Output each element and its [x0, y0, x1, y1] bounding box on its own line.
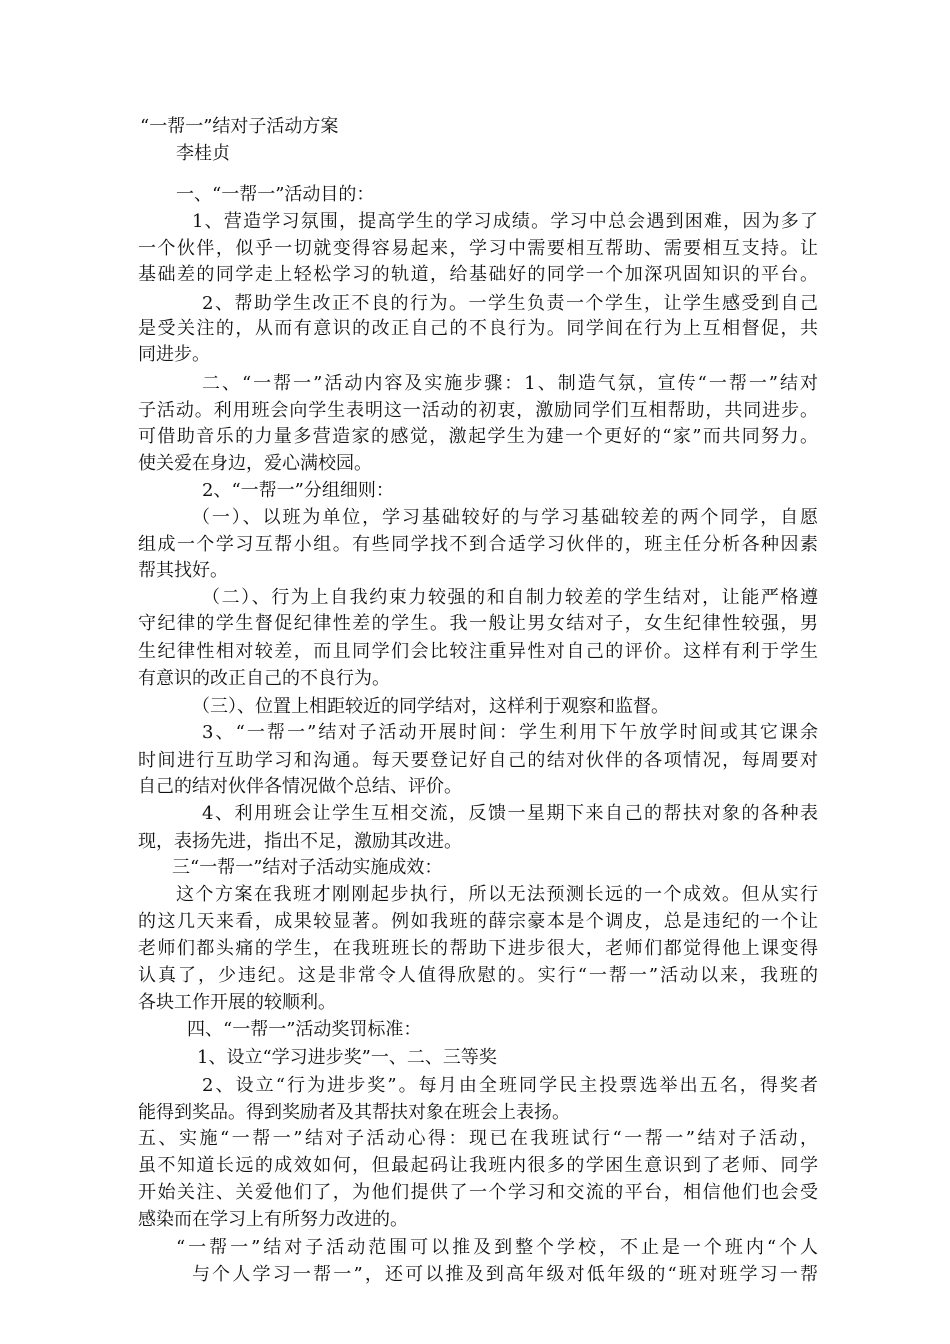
document-author: 李桂贞 [176, 143, 230, 164]
text-line: 基础差的同学走上轻松学习的轨道，给基础好的同学一个加深巩固知识的平台。 [138, 264, 818, 285]
text-line: “一帮一”结对子活动范围可以推及到整个学校，不止是一个班内“个人 [176, 1237, 818, 1258]
text-line: 是受关注的，从而有意识的改正自己的不良行为。同学间在行为上互相督促，共 [138, 318, 818, 339]
text-line: 一个伙伴，似乎一切就变得容易起来，学习中需要相互帮助、需要相互支持。让 [138, 238, 818, 259]
text-line: 子活动。利用班会向学生表明这一活动的初衷，激励同学们互相帮助，共同进步。 [138, 400, 818, 421]
text-line: 2、帮助学生改正不良的行为。一学生负责一个学生，让学生感受到自己 [202, 293, 818, 314]
text-line: 自己的结对伙伴各情况做个总结、评价。 [138, 776, 462, 797]
text-line: 与个人学习一帮一”，还可以推及到高年级对低年级的“班对班学习一帮 [192, 1264, 818, 1285]
text-line: 这个方案在我班才刚刚起步执行，所以无法预测长远的一个成效。但从实行 [176, 884, 818, 905]
section-heading: 一、“一帮一”活动目的： [176, 184, 375, 205]
text-line: （一）、以班为单位，学习基础较好的与学习基础较差的两个同学，自愿 [192, 507, 818, 528]
text-line: 可借助音乐的力量多营造家的感觉，激起学生为建一个更好的“家”而共同努力。 [138, 426, 818, 447]
text-line: 认真了，少违纪。这是非常令人值得欣慰的。实行“一帮一”活动以来，我班的 [138, 965, 818, 986]
text-line: 2、设立“行为进步奖”。每月由全班同学民主投票选举出五名，得奖者 [202, 1075, 818, 1096]
text-line: 生纪律性相对较差，而且同学们会比较注重异性对自己的评价。这样有利于学生 [138, 641, 818, 662]
text-line: 3、“一帮一”结对子活动开展时间：学生利用下午放学时间或其它课余 [202, 722, 818, 743]
section-heading: 四、“一帮一”活动奖罚标准： [187, 1019, 422, 1040]
text-line: （三）、位置上相距较近的同学结对，这样利于观察和监督。 [192, 696, 669, 717]
text-line: 1、营造学习氛围，提高学生的学习成绩。学习中总会遇到困难，因为多了 [192, 211, 818, 232]
text-line: 时间进行互助学习和沟通。每天要登记好自己的结对伙伴的各项情况，每周要对 [138, 750, 818, 771]
text-line: 使关爱在身边，爱心满校园。 [138, 453, 372, 474]
text-line: 帮其找好。 [138, 560, 228, 581]
document-title: “一帮一”结对子活动方案 [140, 116, 339, 137]
section-heading: 五、实施“一帮一”结对子活动心得：现已在我班试行“一帮一”结对子活动， [138, 1128, 818, 1149]
text-line: 组成一个学习互帮小组。有些同学找不到合适学习伙伴的，班主任分析各种因素 [138, 534, 818, 555]
text-line: （二）、行为上自我约束力较强的和自制力较差的学生结对，让能严格遵 [202, 587, 818, 608]
section-heading: 三“一帮一”结对子活动实施成效： [172, 857, 443, 878]
text-line: 各块工作开展的较顺利。 [138, 992, 336, 1013]
text-line: 守纪律的学生督促纪律性差的学生。我一般让男女结对子，女生纪律性较强，男 [138, 613, 818, 634]
text-line: 现，表扬先进，指出不足，激励其改进。 [138, 831, 462, 852]
text-line: 感染而在学习上有所努力改进的。 [138, 1209, 408, 1230]
section-heading: 二、“一帮一”活动内容及实施步骤：1、制造气氛，宣传“一帮一”结对 [202, 373, 818, 394]
text-line: 老师们都头痛的学生，在我班班长的帮助下进步很大，老师们都觉得他上课变得 [138, 938, 818, 959]
text-line: 虽不知道长远的成效如何，但最起码让我班内很多的学困生意识到了老师、同学 [138, 1155, 818, 1176]
text-line: 2、“一帮一”分组细则： [202, 480, 394, 501]
text-line: 能得到奖品。得到奖励者及其帮扶对象在班会上表扬。 [138, 1102, 570, 1123]
text-line: 开始关注、关爱他们了，为他们提供了一个学习和交流的平台，相信他们也会受 [138, 1182, 818, 1203]
text-line: 同进步。 [138, 344, 210, 365]
text-line: 4、利用班会让学生互相交流，反馈一星期下来自己的帮扶对象的各种表 [202, 803, 818, 824]
text-line: 的这几天来看，成果较显著。例如我班的薛宗豪本是个调皮，总是违纪的一个让 [138, 911, 818, 932]
text-line: 1、设立“学习进步奖”一、二、三等奖 [197, 1047, 497, 1068]
text-line: 有意识的改正自己的不良行为。 [138, 668, 390, 689]
